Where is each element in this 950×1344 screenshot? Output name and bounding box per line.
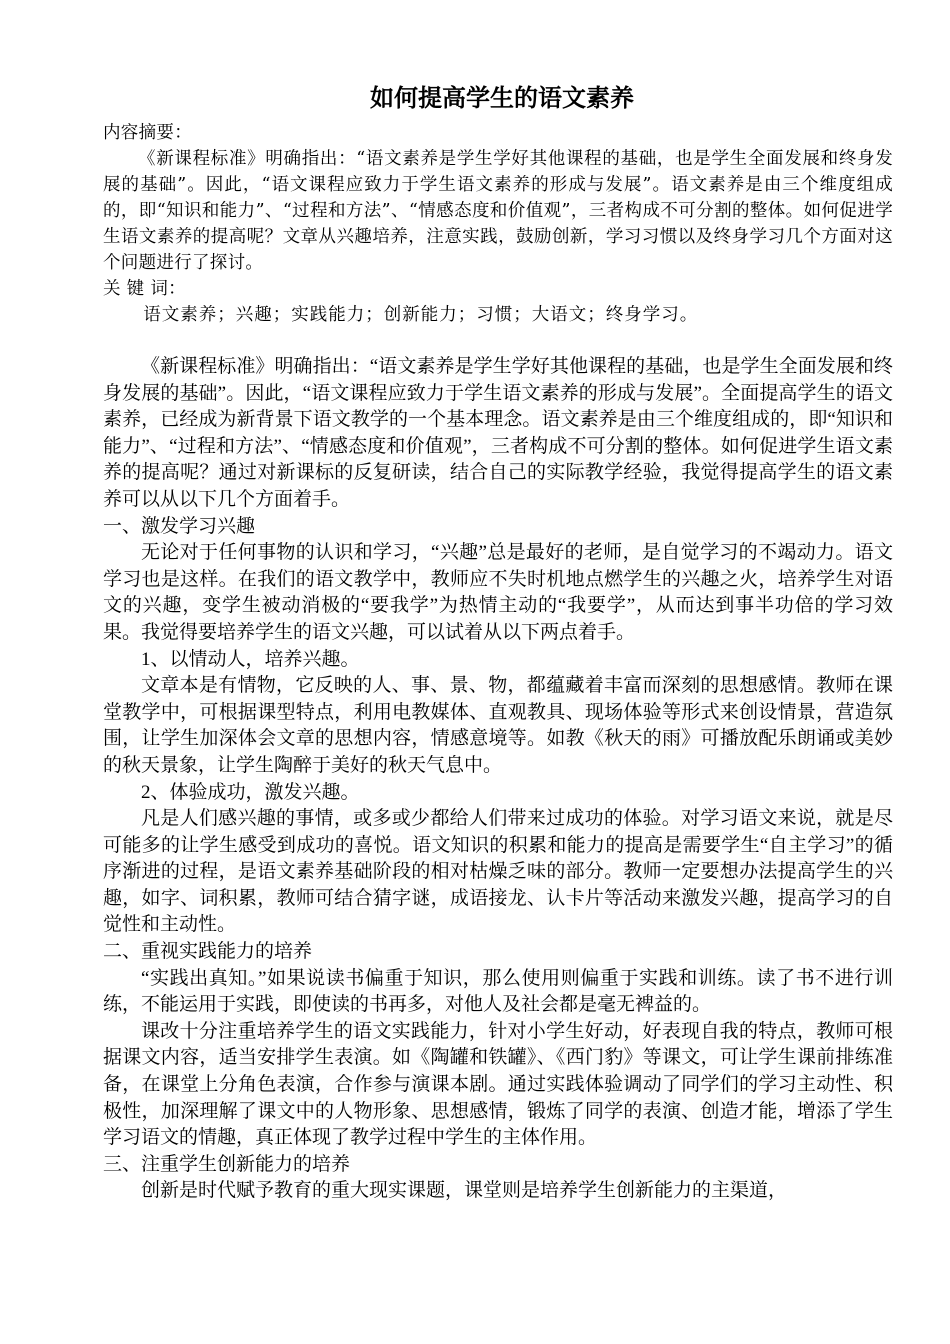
- keywords-text: 语文素养；兴趣；实践能力；创新能力；习惯；大语文；终身学习。: [143, 305, 699, 325]
- keywords-label: 关 键 词：: [103, 279, 186, 299]
- section-heading-1: 一、激发学习兴趣: [103, 515, 256, 537]
- section1-subheading-1: 1、以情动人，培养兴趣。: [141, 648, 360, 670]
- abstract-section: [103, 120, 893, 328]
- section1-paragraph-3: 凡是人们感兴趣的事情，或多或少都给人们带来过成功的体验。对学习语文来说，就是尽可能多的让学生感受到成功的喜悦。语文知识的积累和能力的提高是需要学生“自主学习”的循序渐进的过程，是语文素养基础阶段的相对枯燥乏味的部分。教师一定要想办法提高学生的兴趣，如字、词积累，教师可结合猜字谜，成语接龙、认卡片等活动来激发兴趣，提高学习的自觉性和主动性。: [103, 808, 893, 936]
- document-title: 如何提高学生的语文素养: [370, 84, 634, 112]
- section-gap: [103, 328, 893, 354]
- section2-paragraph-1: “实践出真知。”如果说读书偏重于知识，那么使用则偏重于实践和训练。读了书不进行训练，不能运用于实践，即使读的书再多，对他人及社会都是毫无裨益的。: [103, 967, 893, 1016]
- section1-paragraph-1: 无论对于任何事物的认识和学习，“兴趣”总是最好的老师，是自觉学习的不竭动力。语文学习也是这样。在我们的语文教学中，教师应不失时机地点燃学生的兴趣之火，培养学生对语文的兴趣，变学生被动消极的“要我学”为热情主动的“我要学”，从而达到事半功倍的学习效果。我觉得要培养学生的语文兴趣，可以试着从以下两点着手。: [103, 542, 893, 643]
- article-body: [103, 354, 893, 1205]
- section3-paragraph-1: 创新是时代赋予教育的重大现实课题，课堂则是培养学生创新能力的主渠道，: [141, 1180, 788, 1202]
- section2-paragraph-2: 课改十分注重培养学生的语文实践能力，针对小学生好动，好表现自我的特点，教师可根据课文内容，适当安排学生表演。如《陶罐和铁罐》、《西门豹》等课文，可让学生课前排练准备，在课堂上分角色表演，合作参与演课本剧。通过实践体验调动了同学们的学习主动性、积极性，加深理解了课文中的人物形象、思想感情，锻炼了同学的表演、创造才能，增添了学生学习语文的情趣，真正体现了教学过程中学生的主体作用。: [103, 1020, 893, 1149]
- abstract-text: 《新课程标准》明确指出：“语文素养是学生学好其他课程的基础，也是学生全面发展和终身发展的基础”。因此，“语文课程应致力于学生语文素养的形成与发展”。语文素养是由三个维度组成的，即“知识和能力”、“过程和方法”、“情感态度和价值观”，三者构成不可分割的整体。如何促进学生语文素养的提高呢？文章从兴趣培养，注意实践，鼓励创新，学习习惯以及终身学习几个方面对这个问题进行了探讨。: [103, 149, 893, 273]
- intro-paragraph: 《新课程标准》明确指出：“语文素养是学生学好其他课程的基础，也是学生全面发展和终身发展的基础”。因此，“语文课程应致力于学生语文素养的形成与发展”。全面提高学生的语文素养，已经成为新背景下语文教学的一个基本理念。语文素养是由三个维度组成的，即“知识和能力”、“过程和方法”、“情感态度和价值观”，三者构成不可分割的整体。如何促进学生语文素养的提高呢？通过对新课标的反复研读，结合自己的实际教学经验，我觉得提高学生的语文素养可以从以下几个方面着手。: [103, 356, 893, 510]
- document-page: [103, 78, 893, 1205]
- section-heading-2: 二、重视实践能力的培养: [103, 941, 313, 963]
- section-heading-3: 三、注重学生创新能力的培养: [103, 1153, 351, 1175]
- abstract-label: 内容摘要：: [103, 123, 192, 143]
- section1-subheading-2: 2、体验成功，激发兴趣。: [141, 781, 360, 803]
- section1-paragraph-2: 文章本是有情物，它反映的人、事、景、物，都蕴藏着丰富而深刻的思想感情。教师在课堂教学中，可根据课型特点，利用电教媒体、直观教具、现场体验等形式来创设情景，营造氛围，让学生加深体会文章的思想内容，情感意境等。如教《秋天的雨》可播放配乐朗诵或美妙的秋天景象，让学生陶醉于美好的秋天气息中。: [103, 675, 893, 776]
